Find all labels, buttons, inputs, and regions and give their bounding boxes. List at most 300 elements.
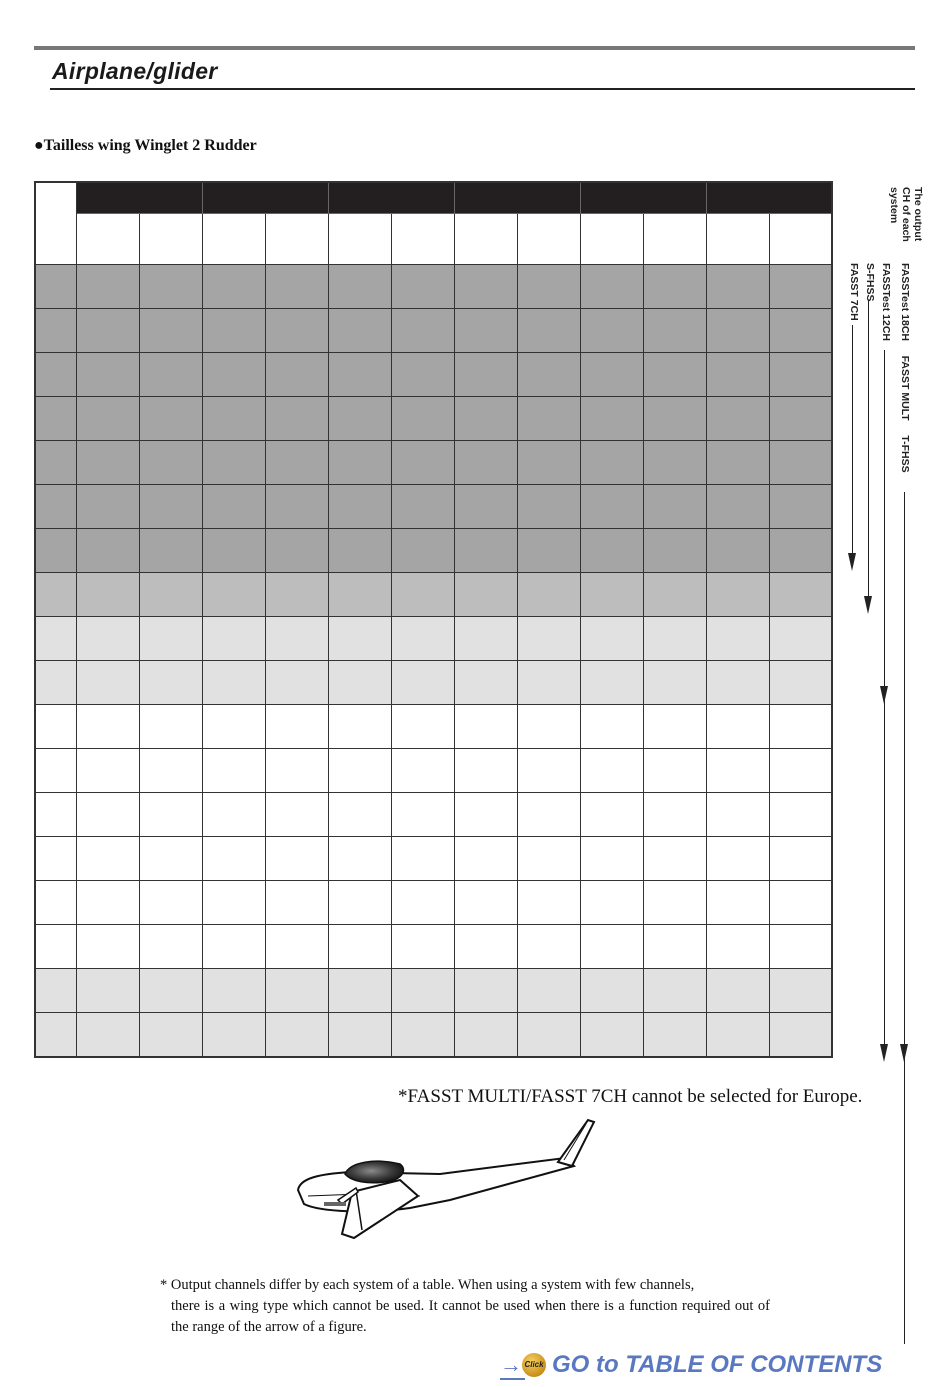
function-cell <box>454 969 517 1013</box>
table-row <box>35 881 832 925</box>
channel-number-cell <box>35 749 76 793</box>
function-cell <box>769 441 832 485</box>
function-cell <box>202 749 265 793</box>
function-cell <box>391 881 454 925</box>
function-cell <box>643 793 706 837</box>
function-cell <box>643 265 706 309</box>
function-cell <box>391 353 454 397</box>
system-label-sfhss: S-FHSS <box>864 263 876 302</box>
table-subtitle: ●Tailless wing Winglet 2 Rudder <box>34 137 257 154</box>
function-cell <box>580 881 643 925</box>
function-cell <box>139 969 202 1013</box>
function-cell <box>76 969 139 1013</box>
function-cell <box>706 265 769 309</box>
function-cell <box>643 617 706 661</box>
arrow-line-fasst7 <box>852 325 853 555</box>
function-cell <box>391 441 454 485</box>
function-cell <box>454 573 517 617</box>
function-cell <box>328 441 391 485</box>
channel-number-cell <box>35 573 76 617</box>
function-cell <box>517 529 580 573</box>
function-cell <box>517 441 580 485</box>
function-cell <box>769 793 832 837</box>
table-row <box>35 925 832 969</box>
function-cell <box>202 881 265 925</box>
table-row <box>35 1013 832 1058</box>
function-cell <box>706 881 769 925</box>
function-cell <box>643 705 706 749</box>
function-cell <box>769 661 832 705</box>
table-row <box>35 661 832 705</box>
function-cell <box>202 617 265 661</box>
function-cell <box>517 265 580 309</box>
function-cell <box>328 881 391 925</box>
function-cell <box>643 661 706 705</box>
header-group-cell <box>76 182 202 214</box>
function-cell <box>580 661 643 705</box>
function-cell <box>328 265 391 309</box>
function-cell <box>706 969 769 1013</box>
function-cell <box>265 793 328 837</box>
go-to-contents-link[interactable] <box>500 1349 882 1381</box>
header-group-cell <box>328 182 454 214</box>
function-cell <box>391 529 454 573</box>
section-title: Airplane/glider <box>52 58 218 84</box>
function-cell <box>643 969 706 1013</box>
function-cell <box>76 925 139 969</box>
table-row <box>35 485 832 529</box>
table-row <box>35 793 832 837</box>
function-cell <box>391 661 454 705</box>
function-cell <box>202 353 265 397</box>
function-cell <box>706 573 769 617</box>
function-cell <box>202 485 265 529</box>
function-cell <box>139 573 202 617</box>
function-cell <box>580 309 643 353</box>
function-cell <box>706 1013 769 1058</box>
table-row <box>35 837 832 881</box>
function-cell <box>580 705 643 749</box>
table-corner-cell <box>35 182 76 265</box>
system-label-fasstest18: FASSTest 18CH FASST MULT T-FHSS <box>899 263 911 473</box>
channel-number-cell <box>35 397 76 441</box>
function-cell <box>454 661 517 705</box>
function-cell <box>706 749 769 793</box>
function-cell <box>580 529 643 573</box>
function-cell <box>139 925 202 969</box>
top-rule <box>34 46 915 50</box>
glider-illustration <box>290 1112 610 1247</box>
system-label-fasstest12: FASSTest 12CH <box>880 263 892 341</box>
channel-number-cell <box>35 1013 76 1058</box>
function-cell <box>139 265 202 309</box>
system-label-fasst7: FASST 7CH <box>848 263 860 321</box>
table-row <box>35 969 832 1013</box>
table-row <box>35 573 832 617</box>
column-header-cell <box>706 214 769 265</box>
function-cell <box>139 1013 202 1058</box>
function-cell <box>769 925 832 969</box>
column-header-cell <box>580 214 643 265</box>
function-cell <box>139 749 202 793</box>
function-cell <box>643 485 706 529</box>
function-cell <box>706 441 769 485</box>
function-cell <box>328 573 391 617</box>
table-row <box>35 705 832 749</box>
channel-number-cell <box>35 881 76 925</box>
function-cell <box>76 485 139 529</box>
function-cell <box>328 309 391 353</box>
function-cell <box>454 881 517 925</box>
column-header-cell <box>76 214 139 265</box>
function-cell <box>580 485 643 529</box>
function-cell <box>454 265 517 309</box>
function-cell <box>202 1013 265 1058</box>
function-cell <box>328 969 391 1013</box>
function-cell <box>265 1013 328 1058</box>
function-cell <box>265 617 328 661</box>
table-row <box>35 265 832 309</box>
table-header-row <box>35 182 832 214</box>
function-cell <box>76 617 139 661</box>
function-cell <box>391 793 454 837</box>
function-cell <box>202 265 265 309</box>
function-cell <box>139 837 202 881</box>
title-rule <box>50 88 915 90</box>
function-cell <box>328 837 391 881</box>
function-cell <box>265 881 328 925</box>
function-cell <box>265 925 328 969</box>
function-cell <box>139 485 202 529</box>
function-cell <box>139 441 202 485</box>
function-cell <box>328 529 391 573</box>
function-cell <box>580 441 643 485</box>
column-header-cell <box>769 214 832 265</box>
column-header-cell <box>328 214 391 265</box>
function-cell <box>454 353 517 397</box>
function-cell <box>76 661 139 705</box>
function-cell <box>454 925 517 969</box>
function-cell <box>391 969 454 1013</box>
table-row <box>35 397 832 441</box>
function-cell <box>76 881 139 925</box>
function-cell <box>643 749 706 793</box>
function-cell <box>391 397 454 441</box>
function-cell <box>454 749 517 793</box>
channel-number-cell <box>35 265 76 309</box>
channel-number-cell <box>35 485 76 529</box>
function-cell <box>643 397 706 441</box>
function-cell <box>265 837 328 881</box>
arrow-head-fasstest12-lower <box>880 1044 888 1062</box>
function-cell <box>706 661 769 705</box>
function-cell <box>769 837 832 881</box>
table-subheader-row <box>35 214 832 265</box>
function-cell <box>76 793 139 837</box>
function-cell <box>769 353 832 397</box>
arrow-head-fasstest12 <box>880 686 888 704</box>
function-cell <box>265 573 328 617</box>
function-cell <box>580 749 643 793</box>
function-cell <box>580 793 643 837</box>
column-header-cell <box>391 214 454 265</box>
function-cell <box>517 881 580 925</box>
function-cell <box>769 705 832 749</box>
function-cell <box>454 309 517 353</box>
function-cell <box>265 309 328 353</box>
function-cell <box>328 661 391 705</box>
function-cell <box>139 705 202 749</box>
function-cell <box>265 529 328 573</box>
function-cell <box>139 309 202 353</box>
function-cell <box>328 925 391 969</box>
function-cell <box>517 969 580 1013</box>
function-cell <box>580 617 643 661</box>
function-cell <box>706 793 769 837</box>
function-cell <box>202 661 265 705</box>
function-cell <box>328 705 391 749</box>
function-cell <box>265 353 328 397</box>
function-cell <box>643 353 706 397</box>
function-cell <box>328 353 391 397</box>
function-cell <box>517 925 580 969</box>
function-cell <box>76 441 139 485</box>
click-badge-icon: Click <box>522 1353 546 1377</box>
function-cell <box>265 485 328 529</box>
toc-link-text: GO to TABLE OF CONTENTS <box>552 1351 883 1378</box>
function-cell <box>517 617 580 661</box>
function-cell <box>454 793 517 837</box>
function-cell <box>643 573 706 617</box>
channel-number-cell <box>35 837 76 881</box>
footnote-line-2: there is a wing type which cannot be used. It cannot be used when there is a function required out of the range of the arrow of a figure. <box>171 1298 770 1335</box>
function-cell <box>517 353 580 397</box>
function-cell <box>643 881 706 925</box>
column-header-cell <box>643 214 706 265</box>
function-cell <box>328 397 391 441</box>
function-cell <box>202 309 265 353</box>
function-cell <box>517 661 580 705</box>
function-cell <box>202 529 265 573</box>
function-cell <box>517 485 580 529</box>
column-header-cell <box>454 214 517 265</box>
function-cell <box>517 793 580 837</box>
arrow-head-fasst7 <box>848 553 856 571</box>
function-cell <box>76 397 139 441</box>
function-cell <box>139 397 202 441</box>
function-cell <box>706 529 769 573</box>
function-cell <box>265 265 328 309</box>
channel-number-cell <box>35 529 76 573</box>
function-cell <box>139 529 202 573</box>
channel-number-cell <box>35 309 76 353</box>
function-cell <box>76 353 139 397</box>
arrow-line-fasstest18 <box>904 492 905 1344</box>
footnote-line-1: * Output channels differ by each system of a table. When using a system with few channels, <box>160 1277 695 1293</box>
function-cell <box>769 969 832 1013</box>
function-cell <box>202 969 265 1013</box>
header-group-cell <box>454 182 580 214</box>
arrow-head-sfhss <box>864 596 872 614</box>
function-cell <box>202 837 265 881</box>
function-cell <box>643 309 706 353</box>
function-cell <box>202 441 265 485</box>
arrow-right-icon: → <box>500 1352 522 1377</box>
function-cell <box>391 837 454 881</box>
function-cell <box>580 397 643 441</box>
function-cell <box>580 969 643 1013</box>
function-cell <box>517 573 580 617</box>
function-cell <box>202 705 265 749</box>
function-cell <box>517 397 580 441</box>
function-cell <box>769 265 832 309</box>
function-cell <box>139 617 202 661</box>
function-cell <box>328 617 391 661</box>
function-cell <box>769 881 832 925</box>
function-cell <box>139 793 202 837</box>
function-cell <box>391 925 454 969</box>
function-cell <box>139 661 202 705</box>
function-cell <box>265 397 328 441</box>
function-cell <box>643 441 706 485</box>
function-cell <box>202 573 265 617</box>
function-cell <box>265 661 328 705</box>
channel-number-cell <box>35 661 76 705</box>
function-cell <box>643 837 706 881</box>
function-cell <box>517 837 580 881</box>
function-cell <box>706 617 769 661</box>
function-cell <box>454 837 517 881</box>
function-cell <box>391 1013 454 1058</box>
function-cell <box>454 485 517 529</box>
function-cell <box>454 705 517 749</box>
function-cell <box>76 1013 139 1058</box>
channel-number-cell <box>35 617 76 661</box>
function-cell <box>202 925 265 969</box>
function-cell <box>391 617 454 661</box>
function-cell <box>328 749 391 793</box>
function-cell <box>517 309 580 353</box>
function-cell <box>706 837 769 881</box>
function-cell <box>706 705 769 749</box>
table-row <box>35 441 832 485</box>
function-cell <box>769 749 832 793</box>
function-cell <box>265 969 328 1013</box>
function-cell <box>769 1013 832 1058</box>
function-cell <box>769 397 832 441</box>
channel-number-cell <box>35 441 76 485</box>
function-cell <box>454 617 517 661</box>
function-cell <box>265 705 328 749</box>
function-cell <box>391 309 454 353</box>
function-cell <box>454 1013 517 1058</box>
function-cell <box>76 573 139 617</box>
function-cell <box>454 397 517 441</box>
function-cell <box>643 925 706 969</box>
function-cell <box>76 265 139 309</box>
function-cell <box>769 485 832 529</box>
function-cell <box>328 793 391 837</box>
function-cell <box>580 837 643 881</box>
channel-number-cell <box>35 969 76 1013</box>
function-cell <box>769 529 832 573</box>
function-cell <box>76 529 139 573</box>
header-group-cell <box>202 182 328 214</box>
function-cell <box>265 749 328 793</box>
channel-number-cell <box>35 793 76 837</box>
function-cell <box>580 573 643 617</box>
function-cell <box>706 309 769 353</box>
function-cell <box>328 485 391 529</box>
function-cell <box>328 1013 391 1058</box>
system-heading: The output CH of each system <box>888 187 924 242</box>
function-cell <box>706 353 769 397</box>
footnote <box>160 1275 770 1338</box>
function-cell <box>76 309 139 353</box>
function-cell <box>580 1013 643 1058</box>
function-cell <box>391 485 454 529</box>
function-cell <box>580 925 643 969</box>
function-cell <box>391 705 454 749</box>
channel-number-cell <box>35 705 76 749</box>
table-row <box>35 749 832 793</box>
function-cell <box>706 397 769 441</box>
function-cell <box>580 265 643 309</box>
table-row <box>35 617 832 661</box>
function-cell <box>517 1013 580 1058</box>
function-cell <box>76 837 139 881</box>
function-cell <box>391 573 454 617</box>
table-row <box>35 529 832 573</box>
header-group-cell <box>580 182 706 214</box>
function-cell <box>265 441 328 485</box>
function-cell <box>454 441 517 485</box>
function-cell <box>202 793 265 837</box>
column-header-cell <box>202 214 265 265</box>
function-cell <box>580 353 643 397</box>
function-cell <box>76 749 139 793</box>
arrow-line-fasstest12-lower <box>884 970 885 1044</box>
function-cell <box>139 881 202 925</box>
function-cell <box>391 749 454 793</box>
column-header-cell <box>265 214 328 265</box>
function-cell <box>769 573 832 617</box>
function-cell <box>202 397 265 441</box>
channel-table <box>34 181 833 1058</box>
function-cell <box>643 1013 706 1058</box>
function-cell <box>706 925 769 969</box>
function-cell <box>706 485 769 529</box>
column-header-cell <box>517 214 580 265</box>
function-cell <box>769 617 832 661</box>
function-cell <box>517 705 580 749</box>
function-cell <box>76 705 139 749</box>
arrow-line-sfhss <box>868 300 869 600</box>
function-cell <box>517 749 580 793</box>
link-underline <box>500 1378 525 1380</box>
header-group-cell <box>706 182 832 214</box>
table-row <box>35 309 832 353</box>
column-header-cell <box>139 214 202 265</box>
function-cell <box>769 309 832 353</box>
channel-number-cell <box>35 925 76 969</box>
table-row <box>35 353 832 397</box>
arrow-head-fasstest18 <box>900 1044 908 1062</box>
channel-number-cell <box>35 353 76 397</box>
function-cell <box>139 353 202 397</box>
function-cell <box>643 529 706 573</box>
function-cell <box>391 265 454 309</box>
